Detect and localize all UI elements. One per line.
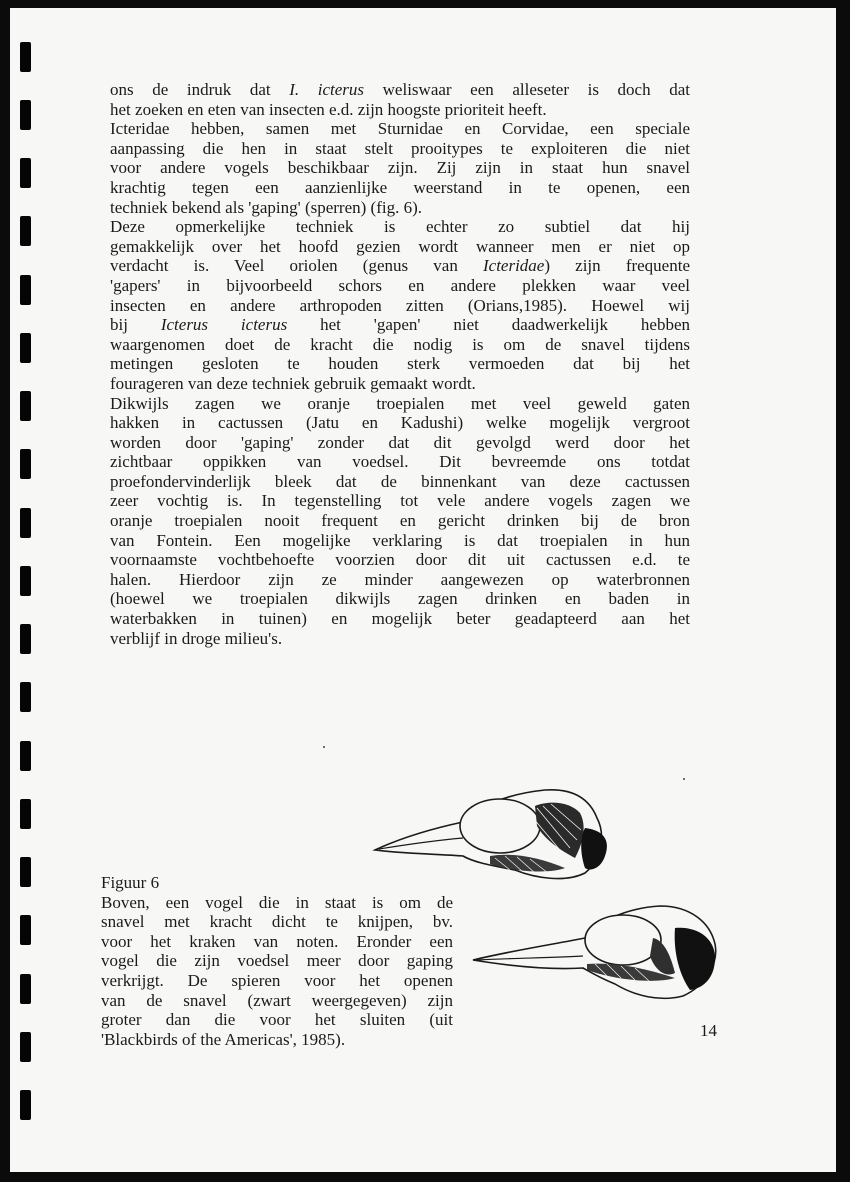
punch-hole <box>20 682 31 712</box>
text-run: waterbakken in tuinen) en mogelijk beter geadapteerd aan het <box>110 609 690 629</box>
body-line <box>110 237 690 257</box>
text-run: bij <box>110 315 161 335</box>
punch-hole <box>20 974 31 1004</box>
body-line <box>110 198 690 218</box>
punch-hole <box>20 333 31 363</box>
text-run: ) zijn frequente <box>544 256 690 276</box>
text-run: halen. Hierdoor zijn ze minder aangewezen op waterbronnen <box>110 569 690 589</box>
text-run: zeer vochtig is. In tegenstelling tot vele andere vogels zagen we <box>110 491 690 511</box>
body-line <box>110 100 690 120</box>
text-run: (hoewel we troepialen dikwijls zagen drinken en baden in <box>110 589 690 609</box>
text-run: gemakkelijk over het hoofd gezien wordt wanneer men er niet op <box>110 236 690 256</box>
scan-speck <box>323 746 325 748</box>
italic-term: Icterus icterus <box>160 315 288 335</box>
punch-hole <box>20 857 31 887</box>
text-run: voor andere vogels beschikbaar zijn. Zij zijn in staat hun snavel <box>110 158 690 178</box>
text-run: verdacht is. Veel oriolen (genus van <box>110 256 483 276</box>
text-run: het zoeken en eten van insecten e.d. zijn hoogste prioriteit heeft. <box>110 99 547 119</box>
punch-hole <box>20 100 31 130</box>
punch-hole <box>20 799 31 829</box>
text-run: hakken in cactussen (Jatu en Kadushi) welke mogelijk vergroot <box>110 413 690 433</box>
text-run: Dikwijls zagen we oranje troepialen met veel geweld gaten <box>110 393 690 413</box>
body-line <box>110 354 690 374</box>
text-run: krachtig tegen een aanzienlijke weerstand in te openen, een <box>110 177 690 197</box>
text-run: oranje troepialen nooit frequent en gericht drinken bij de bron <box>110 511 690 531</box>
punch-hole <box>20 216 31 246</box>
body-line <box>110 296 690 316</box>
text-run: techniek bekend als 'gaping' (sperren) (fig. 6). <box>110 197 423 217</box>
punch-hole <box>20 158 31 188</box>
body-line <box>110 178 690 198</box>
body-line <box>110 256 690 276</box>
italic-term: I. icterus <box>289 80 365 99</box>
body-line <box>110 531 690 551</box>
figure-caption <box>101 873 453 1049</box>
punch-hole <box>20 741 31 771</box>
punch-hole <box>20 915 31 945</box>
text-run: insecten en andere arthropoden zitten (Orians,1985). Hoewel wij <box>110 295 690 315</box>
body-line <box>110 609 690 629</box>
body-line <box>110 570 690 590</box>
body-line <box>110 158 690 178</box>
caption-line: van de snavel (zwart weergegeven) zijn <box>101 990 453 1010</box>
text-run: worden door 'gaping' zonder dat dit gevolgd werd door het <box>110 432 690 452</box>
caption-line: Boven, een vogel die in staat is om de <box>101 892 453 912</box>
body-line <box>110 413 690 433</box>
punch-hole <box>20 42 31 72</box>
scan-speck <box>683 778 685 780</box>
punch-hole <box>20 566 31 596</box>
italic-term: Icteridae <box>482 256 545 276</box>
body-line <box>110 335 690 355</box>
body-line <box>110 511 690 531</box>
document-page <box>10 8 836 1172</box>
body-line <box>110 589 690 609</box>
text-run: voornaamste vochtbehoefte voorzien door dit uit cactussen e.d. te <box>110 550 690 570</box>
text-run: verblijf in droge milieu's. <box>110 628 283 648</box>
punch-hole <box>20 508 31 538</box>
body-line <box>110 491 690 511</box>
body-line <box>110 452 690 472</box>
body-line <box>110 315 690 335</box>
body-line <box>110 276 690 296</box>
punch-hole <box>20 624 31 654</box>
body-line <box>110 119 690 139</box>
caption-line: verkrijgt. De spieren voor het openen <box>101 970 453 990</box>
punch-hole <box>20 449 31 479</box>
text-run: metingen gesloten te houden sterk vermoeden dat bij het <box>110 354 690 374</box>
punch-hole <box>20 275 31 305</box>
body-line <box>110 629 690 649</box>
text-run: Deze opmerkelijke techniek is echter zo subtiel dat hij <box>110 217 690 237</box>
punch-hole <box>20 1090 31 1120</box>
caption-line: voor het kraken van noten. Eronder een <box>101 931 453 951</box>
text-run: Icteridae hebben, samen met Sturnidae en Corvidae, een speciale <box>110 119 690 139</box>
body-line <box>110 394 690 414</box>
text-run: proefondervinderlijk bleek dat de binnenkant van deze cactussen <box>110 471 690 491</box>
text-run: fourageren van deze techniek gebruik gemaakt wordt. <box>110 373 476 393</box>
page-number: 14 <box>700 1021 717 1040</box>
caption-line: vogel die zijn voedsel meer door gaping <box>101 951 453 971</box>
body-line <box>110 80 690 100</box>
skull-illustration-bottom <box>465 898 725 1003</box>
body-line <box>110 550 690 570</box>
text-run: aanpassing die hen in staat stelt prooitypes te exploiteren die niet <box>110 138 690 158</box>
body-line <box>110 217 690 237</box>
caption-line: snavel met kracht dicht te knijpen, bv. <box>101 912 453 932</box>
body-text <box>110 80 690 648</box>
text-run: weliswaar een alleseter is doch dat <box>364 80 690 99</box>
text-run: het 'gapen' niet daadwerkelijk hebben <box>287 315 691 335</box>
body-line <box>110 374 690 394</box>
text-run: van Fontein. Een mogelijke verklaring is dat troepialen in hun <box>110 530 690 550</box>
caption-line: groter dan die voor het sluiten (uit <box>101 1010 453 1030</box>
text-run: ons de indruk dat <box>110 80 290 99</box>
text-run: waargenomen doet de kracht die nodig is om de snavel tijdens <box>110 334 690 354</box>
punch-hole <box>20 391 31 421</box>
text-run: 'gapers' in bijvoorbeeld schors en andere plekken waar veel <box>110 275 690 295</box>
body-line <box>110 139 690 159</box>
text-run: zichtbaar oppikken van voedsel. Dit bevreemde ons totdat <box>110 452 690 472</box>
body-line <box>110 472 690 492</box>
caption-line: 'Blackbirds of the Americas', 1985). <box>101 1029 346 1049</box>
body-line <box>110 433 690 453</box>
caption-title: Figuur 6 <box>101 873 160 892</box>
punch-hole <box>20 1032 31 1062</box>
